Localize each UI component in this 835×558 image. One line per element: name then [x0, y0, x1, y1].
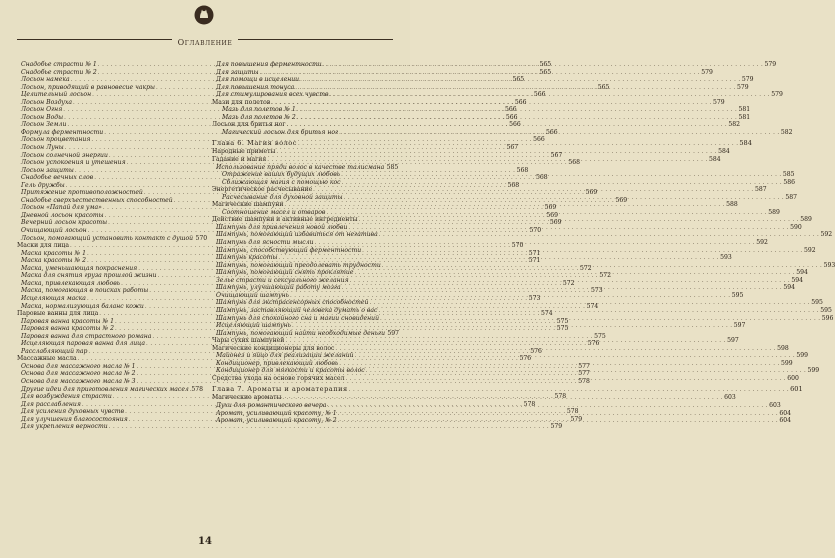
toc-entry-page: 578: [566, 408, 579, 416]
toc-entry-title: Формула ферментности: [21, 128, 104, 136]
toc-entry-title: Духи для романтического вечера: [216, 401, 327, 409]
toc-entry-title: Отражение ваших будущих любовь: [222, 171, 341, 179]
toc-entry-title: Расслабляющий пар: [21, 347, 88, 355]
toc-entry-title: Лосьон процветания: [21, 136, 91, 144]
toc-entry-page: 604: [779, 409, 792, 417]
toc-entry-title: Лосьон намека: [21, 76, 70, 84]
toc-entry-page: 599: [781, 359, 793, 367]
toc-entry-page: 592: [803, 246, 816, 254]
dot-leader: [284, 202, 724, 210]
dot-leader: [326, 210, 766, 218]
toc-entry-title: Для повышения тонуса: [216, 83, 295, 91]
toc-entry-page: 566: [505, 106, 517, 114]
toc-entry-page: 576: [519, 355, 532, 363]
toc-entry-title: Магические кондиционеры для волос: [212, 344, 335, 352]
toc-entry-page: 582: [728, 121, 740, 129]
toc-entry: [212, 330, 398, 338]
toc-entry-page: 568: [507, 181, 520, 189]
toc-entry-page: 594: [783, 284, 796, 292]
toc-entry-title: Лосьон Луны: [21, 144, 64, 152]
toc-entry-title: Лосьон, помогающий установить контакт с душой: [21, 234, 194, 242]
toc-entry-page: 596: [821, 314, 834, 322]
toc-entry-title: Шампунь, помогающий избавиться от негатива: [216, 231, 378, 239]
toc-entry-title: Для повышения ферментности: [216, 61, 322, 68]
toc-entry-title: Шампунь для привлечения новой любви: [216, 223, 348, 231]
toc-entry-title: Для укрепления верности: [21, 423, 108, 431]
toc-entry-page: 571: [528, 249, 541, 257]
toc-entry-page: 566: [505, 113, 518, 121]
toc-entry-title: Аромат, усиливающий красоту, № 2: [216, 417, 337, 425]
toc-entry-title: Кондиционер для мягкости и красоты волос: [216, 367, 365, 375]
toc-entry-title: Лосьон защиты: [21, 166, 74, 174]
toc-entry-page: 597: [727, 337, 739, 345]
toc-entry-title: Другие идеи для приготовления магических масел: [21, 385, 189, 393]
toc-entry-page: 569: [549, 219, 562, 227]
toc-entry-title: Майонез и яйцо для реализации желаний: [216, 352, 354, 360]
toc-entry-page: 581: [738, 113, 751, 121]
toc-entry-page: 577: [578, 362, 590, 370]
dot-leader: [348, 225, 788, 233]
dot-leader: [354, 270, 794, 278]
toc-entry-page: 575: [556, 317, 569, 325]
toc-entry-page: 603: [769, 401, 781, 409]
toc-entry-title: Лосьон Огня: [21, 106, 63, 114]
dot-leader: [342, 180, 782, 188]
dot-leader: [355, 353, 795, 361]
toc-entry-page: 576: [587, 340, 600, 348]
dot-leader: [342, 285, 782, 293]
toc-entry-title: Кондиционер, привлекающий любовь: [216, 359, 339, 367]
toc-entry-title: Основа для массажного масла № 1: [21, 362, 136, 370]
toc-entry-page: 579: [570, 415, 583, 423]
toc-entry-page: 587: [785, 193, 798, 201]
toc-entry-title: Целительный лосьон: [21, 91, 92, 99]
toc-entry-title: Соотношение масел и отваров: [222, 208, 326, 216]
dot-leader: [323, 62, 763, 70]
toc-entry-title: Исцеляющая паровая ванна для лица: [21, 340, 146, 348]
toc-entry-title: Для помощи в исцелении: [216, 76, 300, 84]
toc-entry-title: Средства ухода на основе горячих масел: [212, 374, 345, 382]
toc-entry-title: Шампунь, заставляющий человека думать о вас: [216, 306, 378, 314]
toc-entry-page: 573: [591, 287, 603, 295]
toc-entry-page: 599: [807, 367, 820, 375]
toc-entry-page: 565: [539, 68, 552, 76]
toc-entry-title: Лосьон, приводящий в равновесие чакры: [21, 83, 155, 91]
toc-entry-page: 579: [701, 68, 713, 76]
toc-entry-title: Вечерний лосьон красоты: [21, 219, 108, 227]
toc-entry-page: 569: [585, 189, 598, 197]
toc-entry-page: 581: [738, 106, 751, 114]
toc-entry-page: 590: [790, 223, 802, 231]
dot-leader: [338, 415, 778, 426]
toc-entry-title: Для возбуждения страсти: [21, 393, 112, 401]
toc-entry-page: 588: [726, 201, 738, 209]
toc-entry-title: Лосьон для бритья ног: [212, 121, 286, 129]
toc-entry-title: Шампунь, помогающий снять проклятие: [216, 269, 354, 277]
dot-leader: [366, 368, 806, 376]
dot-leader: [339, 361, 779, 369]
toc-entry-title: Глава 7. Ароматы и ароматерапия: [212, 385, 348, 394]
toc-entry-page: 575: [594, 332, 606, 340]
toc-entry-title: Магические шампуни: [212, 201, 284, 209]
toc-entry-title: Магический лосьон для бритья ног: [222, 128, 339, 136]
toc-entry-title: Глава 6. Магия волос: [212, 139, 297, 148]
toc-entry-page: 569: [546, 211, 558, 219]
toc-entry-title: Действие шампуни и активные ингредиенты: [212, 216, 358, 224]
toc-entry-title: Притяжение противоположностей: [21, 189, 143, 197]
dot-leader: [298, 140, 738, 149]
toc-entry-title: Очищающий лосьон: [21, 227, 87, 235]
toc-entry-page: 582: [780, 128, 793, 136]
toc-entry-page: 600: [787, 374, 799, 382]
toc-entry-title: Сближающая магия с помощью кос: [222, 178, 341, 186]
toc-entry-page: 603: [724, 394, 736, 402]
toc-entry-title: Лосьон успокоения и утешения: [21, 159, 126, 167]
dot-leader: [282, 395, 722, 403]
toc-entry-page: 571: [528, 257, 541, 265]
toc-entry-page: 579: [741, 76, 754, 84]
toc-entry-title: Шампунь, помогающий найти необходимые деньги: [216, 329, 386, 337]
toc-entry-page: 589: [768, 208, 780, 216]
toc-entry-title: Маска, уменьшающая покраснения: [21, 264, 138, 272]
toc-entry-title: Зелье страсти и сексуального желания: [216, 276, 349, 284]
dot-leader: [358, 217, 798, 225]
toc-entry: [17, 423, 563, 431]
toc-entry-page: 579: [764, 61, 777, 68]
dot-leader: [345, 376, 785, 384]
toc-entry-page: 576: [530, 347, 542, 355]
toc-entry-page: 573: [528, 294, 541, 302]
toc-entry-page: 584: [739, 139, 752, 148]
toc-entry-page: 569: [544, 204, 557, 212]
toc-entry-title: Для улучшения благосостояния: [21, 415, 128, 423]
toc-entry-title: Шампунь, помогающий преодолевать трудности: [216, 261, 381, 269]
toc-entry-page: 592: [756, 239, 768, 247]
toc-entry-title: Лосьон Воды: [21, 113, 64, 121]
toc-entry-page: 578: [554, 393, 567, 401]
toc-entry-title: Шампунь, улучшающий работу мозга: [216, 284, 341, 292]
toc-entry-title: Шампунь для спокойного сна и магии сновидений: [216, 314, 379, 322]
dot-leader: [378, 308, 818, 316]
toc-chapter-entry: [212, 385, 803, 394]
toc-entry-title: Для усиления духовных чувств: [21, 408, 125, 416]
toc-entry-title: Мази для полетов: [212, 98, 271, 106]
toc-entry-title: Паровая ванна красоты № 1: [21, 317, 114, 325]
dot-leader: [382, 263, 822, 271]
toc-entry-title: Гадание и магия: [212, 156, 267, 164]
dot-leader: [380, 316, 820, 324]
toc-entry-page: 585: [782, 171, 795, 179]
dot-leader: [335, 346, 775, 354]
toc-entry-page: 594: [796, 269, 808, 277]
toc-entry-title: Лосьон солнечной энергии: [21, 151, 108, 159]
dot-leader: [338, 411, 778, 419]
toc-entry-title: Лосьон Воздуха: [21, 98, 73, 106]
toc-entry-title: Паровая ванна для страстного романа: [21, 332, 152, 340]
toc-entry-page: 595: [820, 306, 832, 314]
toc-entry-page: 584: [718, 148, 730, 156]
dot-leader: [297, 115, 737, 123]
toc-entry-title: Шампунь, способствующий ферментности: [216, 246, 362, 254]
toc-entry-title: Маски для лица: [17, 242, 69, 250]
toc-entry-title: Народные приметы: [212, 148, 276, 156]
toc-entry-page: 568: [536, 174, 548, 182]
toc-entry-title: Снадобье страсти № 1: [21, 61, 97, 68]
dot-leader: [276, 149, 716, 157]
toc-entry-page: 568: [516, 166, 529, 174]
toc-entry-title: Основа для массажного масла № 2: [21, 370, 136, 378]
toc-entry-page: 585: [386, 163, 399, 171]
toc-entry-title: Шампунь для ясности мысли: [216, 239, 314, 247]
toc-entry-title: Дневной лосьон красоты: [21, 211, 104, 219]
dot-leader: [271, 100, 711, 108]
toc-entry-page: 577: [578, 370, 590, 378]
toc-entry-page: 578: [191, 385, 203, 393]
toc-entry-title: Магические ароматы: [212, 394, 282, 402]
toc-entry-title: Основа для массажного масла № 3: [21, 377, 136, 385]
toc-entry-page: 566: [533, 91, 546, 99]
toc-entry-title: Очищающий шампунь: [216, 291, 289, 299]
toc-entry-title: Гель дружбы: [21, 181, 65, 189]
toc-entry-page: 565: [597, 83, 610, 91]
toc-entry-title: Исцеляющая маска: [21, 294, 86, 302]
toc-entry-page: 572: [579, 264, 592, 272]
toc-entry-title: Для расслабления: [21, 400, 81, 408]
toc-entry-page: 598: [777, 344, 789, 352]
dot-leader: [315, 240, 755, 248]
dot-leader: [260, 70, 700, 78]
dot-leader: [300, 77, 740, 85]
toc-entry-page: 572: [562, 279, 575, 287]
toc-entry-page: 567: [550, 151, 563, 159]
toc-entry-title: Энергетическое расчесывание: [212, 186, 313, 194]
toc-entry-page: 568: [568, 159, 581, 167]
page-number: 14: [198, 536, 212, 547]
toc-entry-page: 569: [615, 196, 628, 204]
toc-entry-title: Паровая ванна красоты № 2: [21, 325, 114, 333]
toc-entry: [17, 234, 208, 243]
toc-entry-page: 566: [533, 136, 545, 144]
toc-entry-page: 579: [550, 423, 563, 431]
toc-entry-page: 570: [529, 227, 542, 235]
toc-entry-page: 579: [737, 83, 749, 91]
dot-leader: [313, 187, 753, 195]
toc-entry-page: 589: [800, 216, 812, 224]
toc-entry-page: 587: [754, 186, 767, 194]
toc-entry-title: Паровые ванны для лица: [17, 310, 99, 318]
toc-entry-page: 578: [578, 377, 590, 385]
dot-leader: [350, 278, 790, 286]
toc-entry-page: 570: [511, 242, 524, 250]
toc-entry-title: Аромат, усиливающий красоту, № 1: [216, 409, 337, 417]
toc-entry-page: 595: [731, 291, 744, 299]
toc-entry-title: Маска красоты № 1: [21, 249, 87, 257]
toc-entry-title: Шампунь для экстрасенсорных способностей: [216, 299, 369, 307]
dot-leader: [287, 122, 727, 130]
toc-entry-title: Расчесывание для духовной защиты: [222, 193, 343, 201]
toc-entry-page: 584: [708, 156, 721, 164]
running-header: [0, 30, 410, 49]
dot-leader: [369, 300, 809, 308]
toc-entry-title: Для защиты: [216, 68, 259, 76]
header-title: Оглавление: [172, 38, 239, 47]
toc-entry-page: 565: [539, 61, 552, 68]
toc-entry-title: Чары сухих шампуней: [212, 337, 285, 345]
toc-entry-page: 572: [599, 272, 611, 280]
toc-entry-title: Маска красоты № 2: [21, 257, 87, 265]
dot-leader: [327, 400, 767, 411]
toc-entry-title: Лосьон «Папай для ума»: [21, 204, 102, 212]
toc-entry-page: 601: [790, 385, 803, 394]
toc-entry-title: Массажные масла: [17, 355, 77, 363]
toc-entry-title: Маска, привлекающая любовь: [21, 279, 121, 287]
dot-leader: [285, 338, 725, 346]
dot-leader: [330, 92, 770, 100]
toc-entry-title: Шампунь красоты: [216, 254, 278, 262]
toc-entry-page: 566: [509, 121, 521, 129]
toc-entry-page: 566: [545, 128, 558, 136]
toc-entry-title: Мазь для полетов № 2: [222, 113, 296, 121]
toc-entry-page: 597: [733, 322, 746, 330]
dot-leader: [362, 248, 802, 256]
toc-entry-page: 579: [771, 91, 783, 99]
dot-leader: [339, 130, 779, 138]
toc-entry-page: 593: [823, 261, 835, 269]
toc-entry-page: 565: [512, 76, 525, 84]
toc-entry-page: 586: [783, 178, 795, 186]
toc-entry-page: 604: [779, 417, 792, 425]
toc-entry-title: Маска, помогающая в поисках работы: [21, 287, 149, 295]
toc-entry: [17, 386, 203, 394]
toc-entry-title: Снадобье сверхъестественных способностей: [21, 196, 173, 204]
toc-entry-page: 574: [540, 310, 553, 318]
dot-leader: [341, 172, 781, 180]
toc-entry-page: 595: [811, 299, 823, 307]
toc-entry-page: 570: [195, 234, 208, 242]
toc-entry-title: Снадобье страсти № 2: [21, 68, 97, 76]
toc-entry-title: Использование пряди волос в качестве талисмана: [216, 163, 385, 171]
toc-entry-page: 592: [820, 231, 833, 239]
cat-emblem-icon: [193, 3, 215, 25]
toc-entry-page: 597: [387, 329, 400, 337]
toc-entry-title: Снадобье вечных слов: [21, 174, 94, 182]
toc-entry-page: 579: [713, 98, 725, 106]
toc-entry-page: 578: [523, 400, 536, 408]
toc-entry-title: Лосьон Земли: [21, 121, 67, 129]
dot-leader: [344, 195, 784, 203]
toc-entry-title: Для стимулирования всех чувств: [216, 91, 329, 99]
toc-entry-page: 593: [720, 254, 732, 262]
dot-leader: [295, 85, 735, 93]
toc-entry-page: 574: [586, 302, 599, 310]
dot-leader: [379, 232, 819, 240]
toc-entry-title: Маска, нормализующая баланс кожи: [21, 302, 144, 310]
toc-entry-title: Мазь для полетов № 1: [222, 106, 296, 114]
toc-entry: [212, 164, 398, 172]
toc-entry-page: 599: [796, 352, 808, 360]
toc-entry-page: 567: [506, 144, 519, 152]
dot-leader: [297, 107, 737, 115]
toc-entry-title: Маска для снятия груза прошлой жизни: [21, 272, 157, 280]
toc-entry-page: 566: [514, 98, 527, 106]
toc-entry-page: 594: [791, 276, 804, 284]
toc-entry-title: Исцеляющий шампунь: [216, 322, 291, 330]
toc-entry-page: 575: [556, 325, 569, 333]
